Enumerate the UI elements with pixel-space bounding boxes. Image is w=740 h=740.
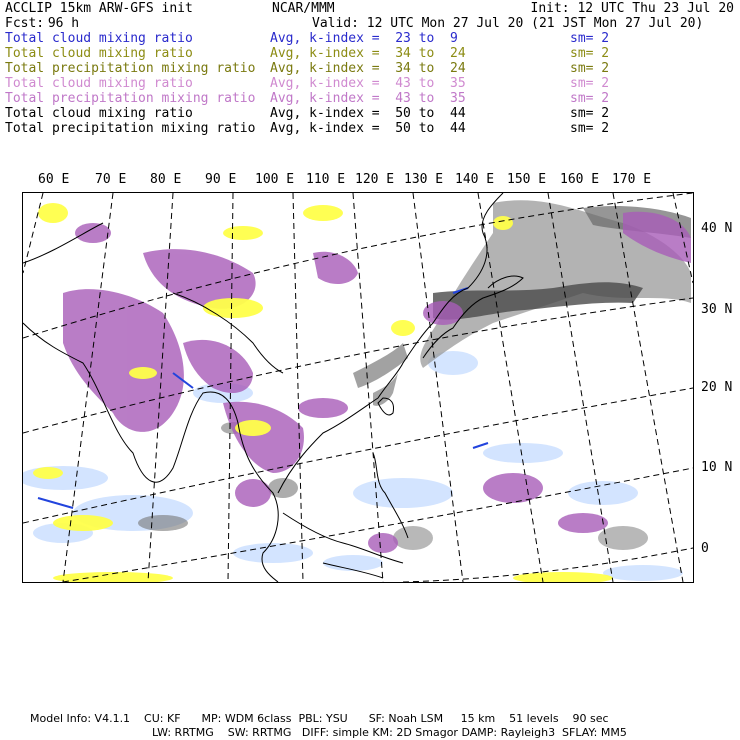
forecast-label: Fcst: 96 h (5, 16, 80, 31)
longitude-label: 70 E (95, 172, 127, 187)
legend-k-index: Avg, k-index = 43 to 35 (270, 76, 466, 91)
legend-row (5, 121, 735, 136)
legend-row (5, 61, 735, 76)
longitude-label: 130 E (404, 172, 444, 187)
longitude-label: 60 E (38, 172, 70, 187)
legend-field-name: Total precipitation mixing ratio (5, 121, 256, 136)
forecast-map (22, 192, 694, 583)
legend-k-index: Avg, k-index = 50 to 44 (270, 106, 466, 121)
legend-field-name: Total cloud mixing ratio (5, 46, 193, 61)
legend-smoothing: sm= 2 (570, 76, 610, 91)
latitude-label: 30 N (701, 302, 733, 317)
legend-smoothing: sm= 2 (570, 91, 610, 106)
longitude-label: 90 E (205, 172, 237, 187)
legend-field-name: Total precipitation mixing ratio (5, 61, 256, 76)
longitude-label: 80 E (150, 172, 182, 187)
model-info-line1: Model Info: V4.1.1 CU: KF MP: WDM 6class PBL: YSU SF: Noah LSM 15 km 51 levels 90 sec (30, 712, 609, 725)
latitude-label: 0 (701, 541, 709, 556)
legend-k-index: Avg, k-index = 50 to 44 (270, 121, 466, 136)
legend-row (5, 31, 735, 46)
organization-label: NCAR/MMM (272, 1, 335, 16)
longitude-label: 120 E (355, 172, 395, 187)
legend-field-name: Total precipitation mixing ratio (5, 91, 256, 106)
legend-k-index: Avg, k-index = 23 to 9 (270, 31, 458, 46)
longitude-label: 100 E (255, 172, 295, 187)
legend-field-name: Total cloud mixing ratio (5, 31, 193, 46)
legend-k-index: Avg, k-index = 43 to 35 (270, 91, 466, 106)
longitude-label: 150 E (507, 172, 547, 187)
longitude-label: 110 E (306, 172, 346, 187)
longitude-label: 170 E (612, 172, 652, 187)
legend-k-index: Avg, k-index = 34 to 24 (270, 46, 466, 61)
legend-row (5, 91, 735, 106)
latitude-label: 10 N (701, 460, 733, 475)
longitude-label: 160 E (560, 172, 600, 187)
latitude-label: 40 N (701, 221, 733, 236)
legend-field-name: Total cloud mixing ratio (5, 106, 193, 121)
latitude-label: 20 N (701, 380, 733, 395)
init-time: Init: 12 UTC Thu 23 Jul 20 (530, 1, 734, 16)
legend-smoothing: sm= 2 (570, 46, 610, 61)
legend-k-index: Avg, k-index = 34 to 24 (270, 61, 466, 76)
legend-row (5, 76, 735, 91)
legend-smoothing: sm= 2 (570, 121, 610, 136)
legend-smoothing: sm= 2 (570, 106, 610, 121)
longitude-label: 140 E (455, 172, 495, 187)
legend-row (5, 46, 735, 61)
legend-smoothing: sm= 2 (570, 61, 610, 76)
valid-time: Valid: 12 UTC Mon 27 Jul 20 (21 JST Mon 27 Jul 20) (312, 16, 704, 31)
model-title: ACCLIP 15km ARW-GFS init (5, 1, 193, 16)
legend-smoothing: sm= 2 (570, 31, 610, 46)
legend-row (5, 106, 735, 121)
model-info-line2: LW: RRTMG SW: RRTMG DIFF: simple KM: 2D Smagor DAMP: Rayleigh3 SFLAY: MM5 (152, 726, 627, 739)
legend-field-name: Total cloud mixing ratio (5, 76, 193, 91)
